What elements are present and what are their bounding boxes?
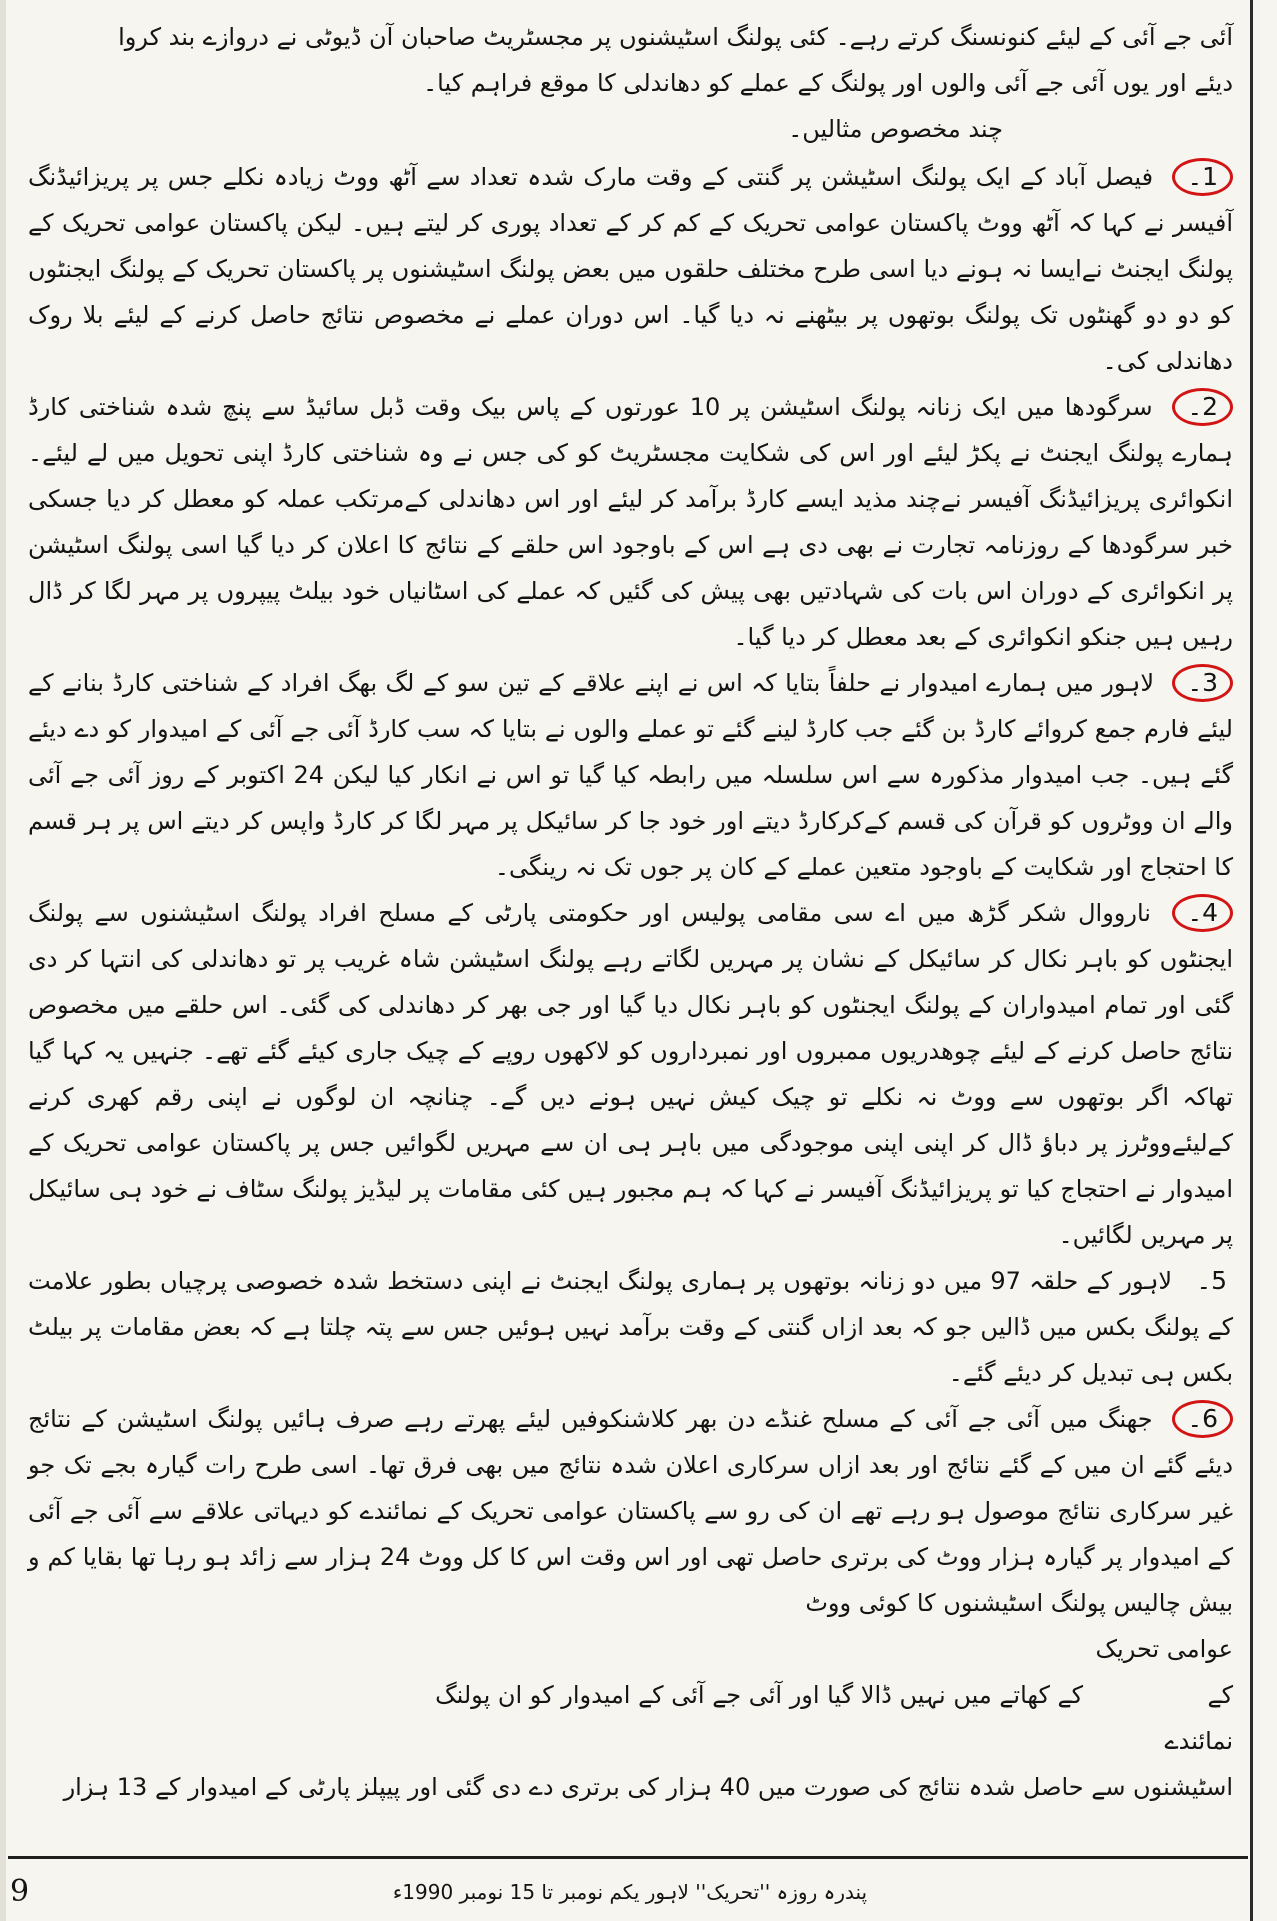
tail-last-line: اسٹیشنوں سے حاصل شدہ نتائج کی صورت میں 40 ہزار کی برتری دے دی گئی اور پیپلز پارٹی کے امیدوار کے 13 ہزار — [63, 1773, 1233, 1801]
example-item-3 — [28, 660, 1233, 890]
item-number-2: 2۔ — [1172, 388, 1233, 426]
tail-right-top: عوامی تحریک کے — [1095, 1635, 1233, 1709]
item-text-1: فیصل آباد کے ایک پولنگ اسٹیشن پر گنتی کے وقت مارک شدہ تعداد سے آٹھ ووٹ زیادہ نکلے جس پر پریزائیڈنگ آفیسر نے کہا کہ آٹھ ووٹ پاکستان عوامی تحریک کے کم کر کے تعداد پوری کر لیتے ہیں۔ لیکن پاکستان عوامی تحریک کے پولنگ ایجنٹ نےایسا نہ ہونے دیا اسی طرح مختلف حلقوں میں بعض پولنگ اسٹیشنوں پر پاکستان تحریک کے پولنگ ایجنٹوں کو دو دو گھنٹوں تک پولنگ بوتھوں پر بیٹھنے نہ دیا گیا۔ اس دوران عملے نے مخصوص نتائج حاصل کرنے کے لیئے بلا روک دھاندلی کی۔ — [28, 163, 1233, 375]
publication-line: پندرہ روزہ ''تحریک'' لاہور یکم نومبر تا 15 نومبر 1990ء — [392, 1880, 868, 1904]
item-text-2: سرگودھا میں ایک زنانہ پولنگ اسٹیشن پر 10 عورتوں کے پاس بیک وقت ڈبل سائیڈ سے پنچ شدہ شناختی کارڈ ہمارے پولنگ ایجنٹ نے پکڑ لیئے اور اس کی شکایت مجسٹریٹ کو کی جس نے وہ شناختی کارڈ اپنی تحویل میں لے لیئے۔ انکوائری پریزائیڈنگ آفیسر نےچند مذید ایسے کارڈ برآمد کر لیئے اور اس دھاندلی کےمرتکب عملہ کو معطل کر دیا جسکی خبر سرگودھا کے روزنامہ تجارت نے بھی دی ہے اس کے باوجود اس حلقے کے نتائج کا اعلان کر دیا گیا اسی پولنگ اسٹیشن پر انکوائری کے دوران اس بات کی شہادتیں بھی پیش کی گئیں کہ عملے کی اسٹانیاں خود بیلٹ پیپروں پر مہر لگا کر ڈال رہیں ہیں جنکو انکوائری کے بعد معطل کر دیا گیا۔ — [28, 393, 1233, 651]
example-item-5 — [28, 1258, 1233, 1396]
item-number-4: 4۔ — [1172, 894, 1233, 932]
tail-right-column — [1093, 1626, 1233, 1764]
tail-left-text: کے کھاتے میں نہیں ڈالا گیا اور آئی جے آئی کے امیدوار کو ان پولنگ — [435, 1681, 1083, 1709]
opening-line-2: دیئے اور یوں آئی جے آئی والوں اور پولنگ کے عملے کو دھاندلی کا موقع فراہم کیا۔ — [423, 69, 1233, 97]
page-footer — [0, 1874, 1240, 1914]
opening-line-1: آئی جے آئی کے لیئے کنونسنگ کرتے رہے۔ کئی پولنگ اسٹیشنوں پر مجسٹریٹ صاحبان آن ڈیوٹی نے دروازے بند کروا — [118, 23, 1233, 51]
item-number-6: 6۔ — [1172, 1400, 1233, 1438]
examples-intro: چند مخصوص مثالیں۔ — [788, 115, 1003, 143]
right-margin-rule — [1250, 0, 1253, 1921]
tail-left-column — [28, 1626, 1093, 1718]
tail-right-bottom: نمائندے — [1164, 1727, 1233, 1755]
item-text-4: نارووال شکر گڑھ میں اے سی مقامی پولیس اور حکومتی پارٹی کے مسلح افراد پولنگ اسٹیشنوں سے پولنگ ایجنٹوں کو باہر نکال کر سائیکل کے نشان پر مہریں لگاتے رہے پولنگ اسٹیشن شاہ غریب پر تو دھاندلی کی انتہا کر دی گئی اور تمام امیدواران کے پولنگ ایجنٹوں کو باہر نکال دیا گیا اور جی بھر کر دھاندلی کی گئی۔ اس حلقے میں مخصوص نتائج حاصل کرنے کے لیئے چوھدریوں ممبروں اور نمبرداروں کو لاکھوں روپے کے چیک جاری کیئے گئے تھے۔ جنہیں یہ کہا گیا تھاکہ اگر بوتھوں سے ووٹ نہ نکلے تو چیک کیش نہیں ہونے دیں گے۔ چنانچہ ان لوگوں نے اپنی رقم کھری کرنے کےلیئےووٹرز پر دباؤ ڈال کر اپنی اپنی موجودگی میں باہر ہی ان سے مہریں لگوائیں جس پر پاکستان عوامی تحریک کے امیدوار نے احتجاج کیا تو پریزائیڈنگ آفیسر نے کہا کہ ہم مجبور ہیں کئی مقامات پر لیڈیز پولنگ سٹاف نے خود ہی سائیکل پر مہریں لگائیں۔ — [28, 899, 1233, 1249]
item-text-6: جھنگ میں آئی جے آئی کے مسلح غنڈے دن بھر کلاشنکوفیں لیئے پھرتے رہے صرف ہائیں پولنگ اسٹیشن کے نتائج دیئے گئے ان میں کے گئے نتائج اور بعد ازاں سرکاری اعلان شدہ نتائج میں بھی فرق تھا۔ اسی طرح رات گیارہ بجے تک جو غیر سرکاری نتائج موصول ہو رہے تھے ان کی رو سے پاکستان عوامی تحریک کے نمائندے کو دیہاتی علاقے سے آئی جے آئی کے امیدوار پر گیارہ ہزار ووٹ کی برتری حاصل تھی اور اس وقت اس کا کل ووٹ 24 ہزار سے زائد ہو رہا تھا بقایا کم و بیش چالیس پولنگ اسٹیشنوں کا کوئی ووٹ — [28, 1405, 1233, 1617]
page-number: 9 — [10, 1874, 30, 1909]
item-number-5: 5۔ — [1196, 1266, 1227, 1295]
example-item-6 — [28, 1396, 1233, 1626]
example-item-1 — [28, 154, 1233, 384]
footer-rule — [8, 1856, 1248, 1859]
item-number-3: 3۔ — [1172, 664, 1233, 702]
item-number-1: 1۔ — [1172, 158, 1233, 196]
item-text-5: لاہور کے حلقہ 97 میں دو زنانہ بوتھوں پر ہماری پولنگ ایجنٹ نے اپنی دستخط شدہ خصوصی پرچیاں بطور علامت کے پولنگ بکس میں ڈالیں جو کہ بعد ازاں گنتی کے وقت برآمد نہیں ہوئیں جس سے پتہ چلتا ہے کہ بعض مقامات پر بیلٹ بکس ہی تبدیل کر دیئے گئے۔ — [28, 1267, 1233, 1387]
article-body — [28, 14, 1233, 1810]
example-item-4 — [28, 890, 1233, 1258]
scan-edge — [0, 0, 6, 1921]
example-item-2 — [28, 384, 1233, 660]
tail-split-block — [28, 1626, 1233, 1764]
item-text-3: لاہور میں ہمارے امیدوار نے حلفاً بتایا کہ اس نے اپنے علاقے کے تین سو کے لگ بھگ افراد کے شناختی کارڈ بنانے کے لیئے فارم جمع کروائے کارڈ بن گئے جب کارڈ لینے گئے تو عملے والوں نے بتایا کہ سب کارڈ آئی جے آئی کے امیدوار کو دے دیئے گئے ہیں۔ جب امیدوار مذکورہ سے اس سلسلہ میں رابطہ کیا گیا تو اس نے انکار کیا لیکن 24 اکتوبر کے روز آئی جے آئی والے ان ووٹروں کو قرآن کی قسم کےکرکارڈ دیتے اور خود جا کر سائیکل پر مہر لگا کر کارڈ واپس کر دیتے اس پر ہر قسم کا احتجاج اور شکایت کے باوجود متعین عملے کے کان پر جوں تک نہ رینگی۔ — [28, 669, 1233, 881]
